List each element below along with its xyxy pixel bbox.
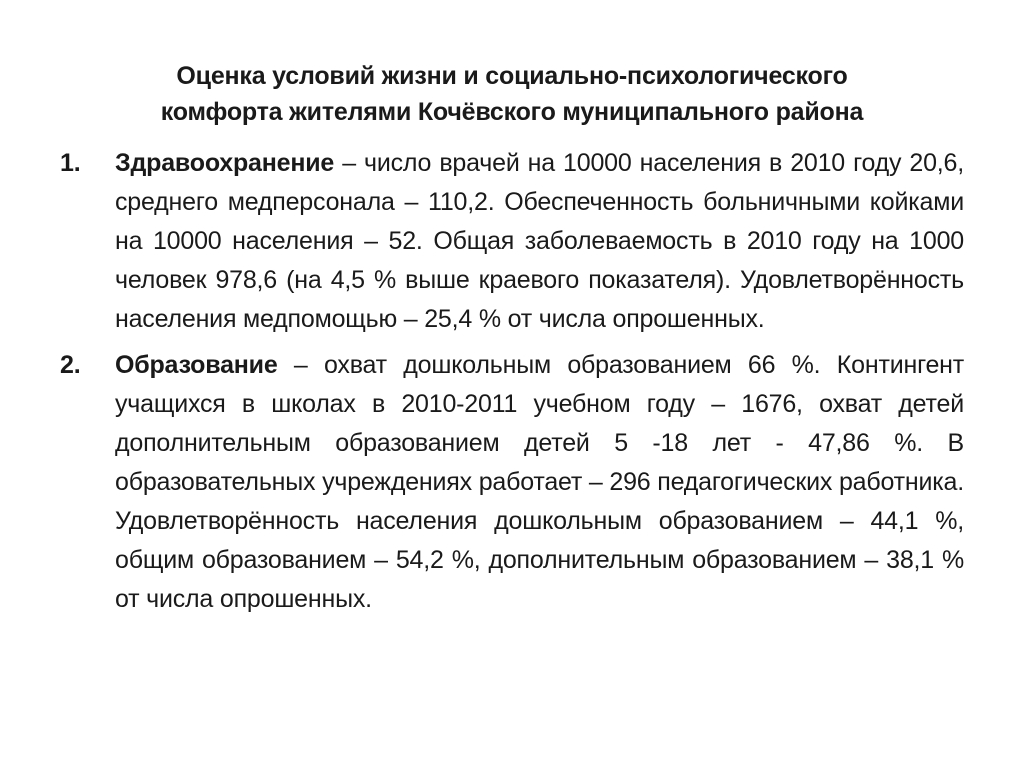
- title-line-1: Оценка условий жизни и социально-психологического: [176, 62, 848, 90]
- numbered-list: [60, 144, 964, 619]
- list-item-number: 2.: [60, 351, 81, 379]
- list-item-term: Образование: [115, 351, 278, 379]
- list-item-text: – число врачей на 10000 населения в 2010 году 20,6, среднего медперсонала – 110,2. Обеспеченность больничными койками на 10000 населения – 52. Общая заболеваемость в 2010 году на 1000 человек 978,6 (на 4,5 % выше краевого показателя). Удовлетворённость населения медпомощью – 25,4 % от числа опрошенных.: [115, 149, 964, 333]
- title-line-2: комфорта жителями Кочёвского муниципального района: [160, 98, 864, 126]
- list-item-healthcare: [60, 144, 964, 339]
- slide-title: [60, 58, 964, 130]
- list-item-education: [60, 346, 964, 619]
- list-item-number: 1.: [60, 149, 81, 177]
- list-item-text: – охват дошкольным образованием 66 %. Контингент учащихся в школах в 2010-2011 учебном году – 1676, охват детей дополнительным образованием детей 5 -18 лет - 47,86 %. В образовательных учреждениях работает – 296 педагогических работника. Удовлетворённость населения дошкольным образованием – 44,1 %, общим образованием – 54,2 %, дополнительным образованием – 38,1 % от числа опрошенных.: [115, 351, 964, 613]
- list-item-term: Здравоохранение: [115, 149, 335, 177]
